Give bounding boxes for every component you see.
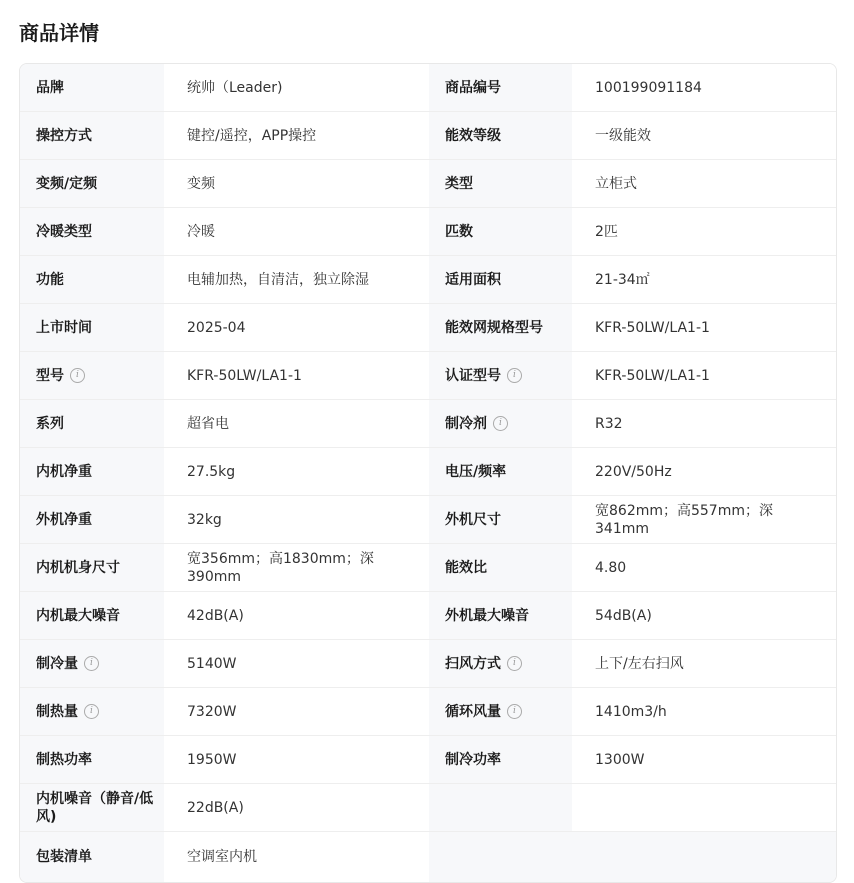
spec-label — [429, 640, 572, 687]
spec-value-text: 统帅（Leader) — [187, 79, 283, 96]
spec-value — [572, 736, 836, 783]
spec-label — [20, 640, 164, 687]
spec-row — [20, 208, 836, 256]
spec-value — [164, 784, 429, 831]
spec-value-text: 冷暖 — [187, 223, 215, 240]
spec-row — [20, 592, 836, 640]
spec-value-text: 1410m3/h — [595, 703, 667, 720]
spec-label — [20, 208, 164, 255]
info-icon[interactable]: i — [493, 416, 508, 431]
spec-label-text: 操控方式 — [36, 127, 92, 144]
spec-value-text: 100199091184 — [595, 79, 702, 96]
spec-row — [20, 496, 836, 544]
spec-label-text: 扫风方式 — [445, 655, 501, 672]
spec-label — [429, 688, 572, 735]
spec-value — [572, 352, 836, 399]
spec-value-text: 220V/50Hz — [595, 463, 672, 480]
spec-label-text: 冷暖类型 — [36, 223, 92, 240]
spec-label-text: 型号 — [36, 367, 64, 384]
spec-label-text: 品牌 — [36, 79, 64, 96]
spec-label — [429, 736, 572, 783]
spec-value — [164, 400, 429, 447]
spec-value-text: 32kg — [187, 511, 222, 528]
spec-value — [572, 160, 836, 207]
spec-label-text: 外机尺寸 — [445, 511, 501, 528]
info-icon[interactable]: i — [70, 368, 85, 383]
spec-value — [164, 544, 429, 591]
spec-value — [164, 304, 429, 351]
spec-value-text: 宽356mm；高1830mm；深390mm — [187, 550, 374, 585]
spec-value — [164, 832, 429, 882]
spec-value — [572, 448, 836, 495]
spec-label — [20, 256, 164, 303]
spec-label-text: 制热功率 — [36, 751, 92, 768]
page-title: 商品详情 — [19, 21, 99, 45]
spec-row — [20, 832, 836, 882]
spec-label-text: 制冷剂 — [445, 415, 487, 432]
spec-value — [572, 688, 836, 735]
spec-label-text: 内机噪音（静音/低风) — [36, 790, 154, 825]
spec-label-text: 能效比 — [445, 559, 487, 576]
spec-value-text: 2匹 — [595, 223, 618, 240]
spec-label-text: 包装清单 — [36, 849, 92, 865]
spec-value-text: 54dB(A) — [595, 607, 652, 624]
spec-value-text: KFR-50LW/LA1-1 — [187, 367, 302, 384]
spec-label — [20, 304, 164, 351]
spec-label — [429, 160, 572, 207]
spec-value — [572, 208, 836, 255]
spec-value-text: 22dB(A) — [187, 799, 244, 816]
spec-value-text: 4.80 — [595, 559, 627, 576]
spec-row — [20, 688, 836, 736]
spec-label-text: 上市时间 — [36, 319, 92, 336]
spec-row — [20, 784, 836, 832]
spec-label — [20, 688, 164, 735]
spec-row — [20, 448, 836, 496]
spec-label — [429, 400, 572, 447]
spec-label — [429, 112, 572, 159]
spec-label-text: 认证型号 — [445, 367, 501, 384]
spec-row — [20, 304, 836, 352]
spec-label — [20, 400, 164, 447]
info-icon[interactable]: i — [507, 704, 522, 719]
spec-label — [429, 448, 572, 495]
spec-label — [429, 544, 572, 591]
spec-label — [20, 112, 164, 159]
spec-label — [429, 832, 572, 882]
spec-value-text: 上下/左右扫风 — [595, 655, 684, 672]
spec-label-text: 能效网规格型号 — [445, 319, 543, 336]
spec-value — [164, 496, 429, 543]
spec-label-text: 外机最大噪音 — [445, 607, 529, 624]
spec-value-text: 宽862mm；高557mm；深341mm — [595, 502, 773, 537]
spec-value — [164, 352, 429, 399]
spec-row — [20, 64, 836, 112]
info-icon[interactable]: i — [507, 368, 522, 383]
spec-label — [429, 64, 572, 111]
spec-value — [164, 736, 429, 783]
spec-value — [572, 544, 836, 591]
spec-label-text: 制热量 — [36, 703, 78, 720]
spec-label — [20, 592, 164, 639]
spec-value-text: 42dB(A) — [187, 607, 244, 624]
info-icon[interactable]: i — [84, 704, 99, 719]
spec-label — [429, 256, 572, 303]
spec-label-text: 内机机身尺寸 — [36, 559, 120, 576]
spec-row — [20, 256, 836, 304]
spec-label-text: 循环风量 — [445, 703, 501, 720]
spec-label-text: 商品编号 — [445, 79, 501, 96]
spec-value-text: 变频 — [187, 175, 215, 192]
spec-value-text: 空调室内机 — [187, 849, 257, 865]
spec-value-text: 一级能效 — [595, 127, 651, 144]
spec-value — [572, 640, 836, 687]
info-icon[interactable]: i — [84, 656, 99, 671]
spec-value-text: KFR-50LW/LA1-1 — [595, 367, 710, 384]
spec-value-text: 电辅加热，自清洁，独立除湿 — [187, 271, 369, 288]
spec-value — [572, 496, 836, 543]
spec-value — [164, 256, 429, 303]
spec-value — [572, 592, 836, 639]
spec-label — [429, 352, 572, 399]
spec-label-text: 制冷功率 — [445, 751, 501, 768]
spec-row — [20, 400, 836, 448]
spec-label — [20, 832, 164, 882]
spec-value-text: R32 — [595, 415, 623, 432]
spec-value — [164, 688, 429, 735]
spec-label — [20, 160, 164, 207]
spec-value — [572, 304, 836, 351]
spec-value — [164, 64, 429, 111]
spec-label — [429, 496, 572, 543]
spec-row — [20, 736, 836, 784]
spec-label-text: 内机最大噪音 — [36, 607, 120, 624]
spec-value-text: 立柜式 — [595, 175, 637, 192]
spec-value — [572, 400, 836, 447]
spec-value — [164, 640, 429, 687]
spec-label-text: 制冷量 — [36, 655, 78, 672]
spec-value-text: 2025-04 — [187, 319, 246, 336]
spec-value-text: 21-34㎡ — [595, 271, 650, 288]
spec-label — [429, 784, 572, 831]
spec-value-text: 5140W — [187, 655, 237, 672]
spec-value-text: 1950W — [187, 751, 237, 768]
spec-label — [429, 208, 572, 255]
spec-value — [164, 208, 429, 255]
spec-label — [20, 784, 164, 831]
spec-value-text: 7320W — [187, 703, 237, 720]
spec-value-text: KFR-50LW/LA1-1 — [595, 319, 710, 336]
spec-label-text: 适用面积 — [445, 271, 501, 288]
spec-label — [20, 64, 164, 111]
spec-label-text: 能效等级 — [445, 127, 501, 144]
spec-label-text: 匹数 — [445, 223, 473, 240]
spec-label-text: 电压/频率 — [445, 463, 507, 480]
spec-label-text: 类型 — [445, 175, 473, 192]
spec-label — [429, 304, 572, 351]
spec-row — [20, 544, 836, 592]
spec-label-text: 外机净重 — [36, 511, 92, 528]
spec-label-text: 变频/定频 — [36, 175, 98, 192]
spec-row — [20, 160, 836, 208]
spec-label — [429, 592, 572, 639]
spec-label-text: 内机净重 — [36, 463, 92, 480]
spec-value — [572, 784, 836, 831]
spec-label — [20, 448, 164, 495]
spec-value-text: 1300W — [595, 751, 645, 768]
spec-row — [20, 640, 836, 688]
spec-value — [572, 256, 836, 303]
spec-value — [572, 112, 836, 159]
spec-row — [20, 112, 836, 160]
spec-label-text: 功能 — [36, 271, 64, 288]
spec-table — [19, 63, 837, 883]
spec-label — [20, 352, 164, 399]
spec-label — [20, 496, 164, 543]
spec-value — [164, 592, 429, 639]
spec-label-text: 系列 — [36, 415, 64, 432]
spec-value — [164, 448, 429, 495]
spec-label — [20, 736, 164, 783]
spec-value-text: 超省电 — [187, 415, 229, 432]
spec-value — [572, 832, 836, 882]
spec-value — [164, 112, 429, 159]
spec-value — [164, 160, 429, 207]
info-icon[interactable]: i — [507, 656, 522, 671]
spec-value-text: 键控/遥控，APP操控 — [187, 127, 317, 144]
spec-label — [20, 544, 164, 591]
spec-value — [572, 64, 836, 111]
spec-row — [20, 352, 836, 400]
spec-value-text: 27.5kg — [187, 463, 236, 480]
